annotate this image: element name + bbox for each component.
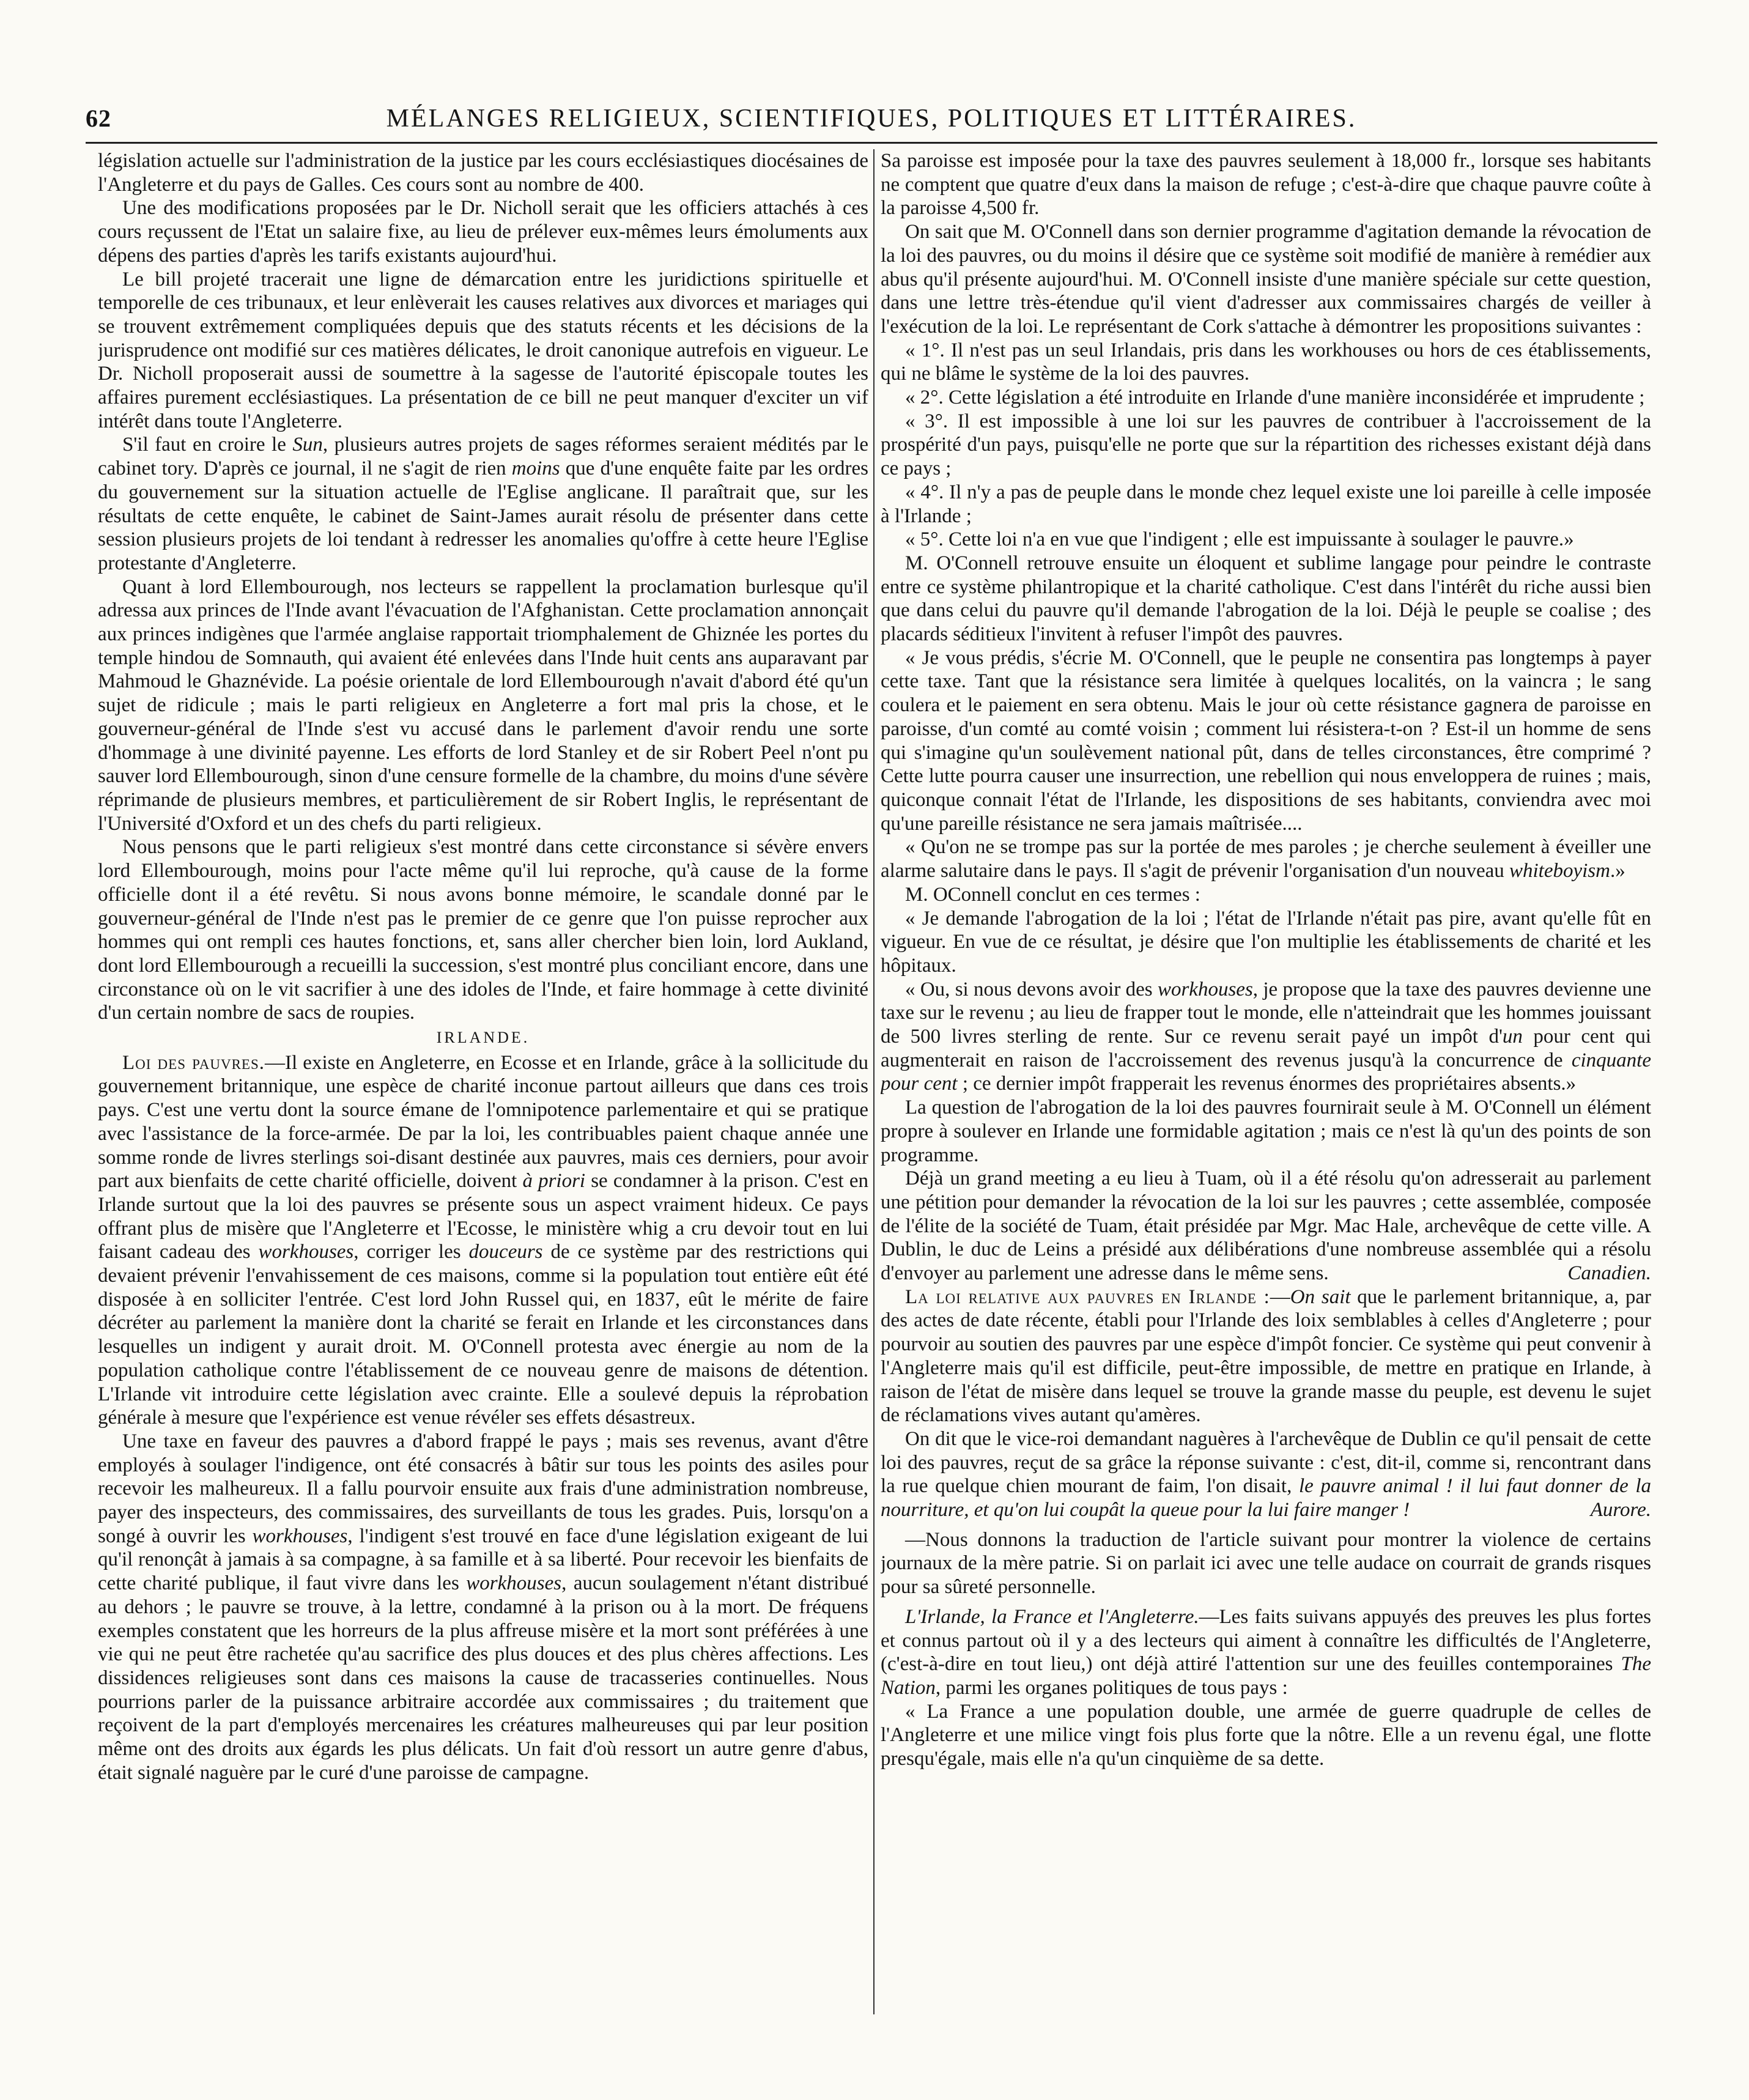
text-run: ; ce dernier impôt frapperait les revenus énormes des propriétaires absents.»	[957, 1073, 1577, 1095]
page-header	[86, 104, 1657, 144]
text-run: S'il faut en croire le	[122, 434, 293, 456]
newspaper-name: Sun	[292, 434, 323, 456]
text-run: Une taxe en faveur des pauvres a d'abord frappé le pays ; mais ses revenus, avant d'être employés à soulager l'indigence, ont été consacrés à bâtir sur tous les points des asiles pour recevoir les malheureux. Il a fallu pourvoir ensuite aux frais d'une administration nombreuse, payer des inspecteurs, des commissaires, des surveillants de tous les grades. Puis, lorsqu'on a songé à ouvrir les	[98, 1430, 868, 1547]
emphasis: douceurs	[468, 1241, 543, 1263]
header-rule	[86, 142, 1657, 144]
paragraph: —Nous donnons la traduction de l'article suivant pour montrer la violence de certains journaux de la mère patrie. Si on parlait ici avec une telle audace on courrait de grands risques pour sa sûreté personnelle.	[881, 1528, 1651, 1599]
text-run: , je propose que la taxe des pauvres devienne une taxe sur le revenu ; au lieu de frapper tout le monde, elle n'atteindrait que les hommes jouissant de 500 livres sterling de rente. Sur ce revenu serait payé un impôt d'	[881, 978, 1651, 1048]
text-run: .»	[1610, 860, 1625, 882]
page-number: 62	[86, 105, 111, 132]
emphasis: workhouses	[258, 1241, 354, 1263]
paragraph	[881, 1167, 1651, 1285]
text-run: « Ou, si nous devons avoir des	[905, 978, 1158, 1000]
quoted-answer: le pauvre animal ! il lui faut donner de la nourriture, et qu'on lui coupât la queue pour la lui faire manger !	[881, 1475, 1651, 1521]
emphasis: workhouses	[466, 1572, 562, 1595]
text-run: Déjà un grand meeting a eu lieu à Tuam, où il a été résolu qu'on adresserait au parlement une pétition pour demander la révocation de la loi sur les pauvres ; cette assemblée, composée de l'élite de la société de Tuam, était présidée par Mgr. Mac Hale, archevêque de cette ville. A Dublin, le duc de Leins a présidé aux délibérations d'une nombreuse assemblée qui a résolu d'envoyer au parlement une adresse dans le même sens.	[881, 1167, 1651, 1285]
text-run: de ce système par des restrictions qui devaient prévenir l'envahissement de ces maisons, comme si la population tout entière eût été disposée à en solliciter l'entrée. C'est lord John Russel qui, en 1837, eût le mérite de faire décréter au parlement la manière dont la charité se ferait en Irlande et les circonstances dans lesquelles un indigent y aurait droit. M. O'Connell protesta avec énergie au nom de la population catholique contre l'établissement de ce nouveau genre de maisons de détention. L'Irlande vit introduire cette législation avec crainte. Elle a soulevé depuis la réprobation générale à mesure que l'expérience est venue révéler ses effets désastreux.	[98, 1241, 868, 1429]
emphasis: cinquante pour cent	[881, 1049, 1651, 1095]
emphasis: whiteboyism	[1509, 860, 1610, 882]
paragraph	[881, 835, 1651, 882]
paragraph	[881, 1285, 1651, 1427]
quoted-proposition: « 4°. Il n'y a pas de peuple dans le monde chez lequel existe une loi pareille à celle imposée à l'Irlande ;	[881, 481, 1651, 527]
paragraph	[98, 1051, 868, 1430]
paragraph	[881, 1605, 1651, 1700]
emphasis: moins	[511, 457, 560, 480]
quoted-proposition: « 1°. Il n'est pas un seul Irlandais, pris dans les workhouses ou hors de ces établissements, qui ne blâme le système de la loi des pauvres.	[881, 339, 1651, 385]
paragraph	[98, 1430, 868, 1785]
paragraph: législation actuelle sur l'administration de la justice par les cours ecclésiastiques diocésaines de l'Angleterre et du pays de Galles. Ces cours sont au nombre de 400.	[98, 150, 868, 196]
text-run: , corriger les	[353, 1241, 469, 1263]
paragraph: « Je vous prédis, s'écrie M. O'Connell, que le peuple ne consentira pas longtemps à payer cette taxe. Tant que la résistance sera limitée à quelques localités, on la vaincra ; le sang coulera et le paiement en sera obtenu. Mais le jour où cette résistance gagnera de paroisse en paroisse, d'un comté au comté voisin ; comment lui résistera-t-on ? Est-il un homme de sens qui s'imagine qu'un soulèvement national pût, dans de telles circonstances, être comprimé ? Cette lutte pourra causer une insurrection, une rebellion qui nous enveloppera de ruines ; mais, quiconque connait l'état de l'Irlande, les dispositions de ses habitants, conviendra avec moi qu'une pareille résistance ne sera jamais maîtrisée....	[881, 646, 1651, 835]
paragraph: Le bill projeté tracerait une ligne de démarcation entre les juridictions spirituelle et temporelle de ces tribunaux, et leur enlèverait les causes relatives aux divorces et mariages qui se trouvent extrêmement compliquées depuis que des statuts récents et les décisions de la jurisprudence ont modifié sur ces matières délicates, le droit canonique autrefois en vigueur. Le Dr. Nicholl proposerait aussi de soumettre à la sagesse de l'autorité épiscopale toutes les affaires purement ecclésiastiques. La présentation de ce bill ne peut manquer d'exciter un vif intérêt dans toute l'Angleterre.	[98, 268, 868, 432]
quoted-proposition: « 2°. Cette législation a été introduite en Irlande d'une manière inconsidérée et imprudente ;	[905, 386, 1645, 409]
source-signature: Aurore.	[1590, 1499, 1651, 1521]
source-signature: Canadien.	[1567, 1262, 1651, 1285]
text-run: que d'une enquête faite par les ordres du gouvernement sur la situation actuelle de l'Eglise anglicane. Il paraîtrait que, sur les résultats de cette enquête, le cabinet de Saint-James aurait résolu de présenter dans cette session plusieurs projets de loi tendant à redresser les anomalies qu'offre à cette heure l'Eglise protestante d'Angleterre.	[98, 457, 868, 574]
text-run: , parmi les organes politiques de tous pays :	[935, 1677, 1288, 1699]
paragraph	[881, 1427, 1651, 1522]
text-run: , aucun soulagement n'étant distribué au dehors ; le pauvre se trouve, à la lettre, condamné à la prison ou à la mort. De fréquens exemples constatent que les horreurs de la plus affreuse misère et la mort sont préférées à une vie qui ne peut être rachetée qu'au sacrifice des plus douces et des plus chères affections. Les dissidences religieuses sont dans ces maisons la cause de tracasseries continuelles. Nous pourrions parler de la puissance arbitraire accordée aux commissaires ; du traitement que reçoivent de la part d'employés mercenaires les créatures malheureuses qui par leur position même ont des droits aux égards les plus délicats. Un fait d'où ressort un autre genre d'abus, était signalé naguère par le curé d'une paroisse de campagne.	[98, 1572, 868, 1784]
emphasis: à priori	[522, 1170, 586, 1192]
paragraph: « La France a une population double, une armée de guerre quadruple de celles de l'Angleterre et une milice vingt fois plus forte que la nôtre. Elle a un revenu égal, une flotte presqu'égale, mais elle n'a qu'un cinquième de sa dette.	[881, 1700, 1651, 1770]
newspaper-name: The Nation	[881, 1653, 1651, 1699]
text-run: se condamner à la prison. C'est en Irlande surtout que la loi des pauvres se présente sous un aspect vraiment hideux. Ce pays offrant plus de misère que l'Angleterre et l'Ecosse, le ministère whig a cru devoir tout en lui faisant cadeau des	[98, 1170, 868, 1263]
emphasis: workhouses	[1157, 978, 1253, 1000]
quoted-proposition: « 3°. Il est impossible à une loi sur les pauvres de contribuer à l'accroissement de la prospérité d'un pays, puisqu'elle ne porte que sur la répartition des richesses existant déjà dans ce pays ;	[881, 410, 1651, 480]
paragraph: On sait que M. O'Connell dans son dernier programme d'agitation demande la révocation de la loi des pauvres, ou du moins il désire que ce système soit modifié de manière à remédier aux abus qu'il présente aujourd'hui. M. O'Connell insiste d'une manière spéciale sur cette question, dans une lettre très-étendue qu'il vient d'adresser aux commissaires chargés de veiller à l'exécution de la loi. Le représentant de Cork s'attache à démontrer les propositions suivantes :	[881, 221, 1651, 338]
paragraph: M. OConnell conclut en ces termes :	[905, 883, 1200, 906]
publication-title: MÉLANGES RELIGIEUX, SCIENTIFIQUES, POLITIQUES ET LITTÉRAIRES.	[386, 105, 1357, 133]
article-title: L'Irlande, la France et l'Angleterre.	[905, 1605, 1199, 1628]
paragraph: Nous pensons que le parti religieux s'est montré dans cette circonstance si sévère envers lord Ellembourough, moins pour l'acte même qu'il lui reproche, qu'à cause de la forme officielle dont il a été revêtu. Si nous avons bonne mémoire, le scandale donné par le gouverneur-général de l'Inde n'est pas le premier de ce genre que l'on puisse reprocher aux hommes qui ont rempli ces hautes fonctions, et, sans aller chercher bien loin, lord Aukland, dont lord Ellembourough a recueilli la succession, s'est montré plus conciliant encore, dans une circonstance où on le vit sacrifier à une des idoles de l'Inde, et faire hommage à cette divinité d'un certain nombre de sacs de roupies.	[98, 836, 868, 1024]
paragraph	[98, 433, 868, 575]
right-column	[881, 149, 1651, 2057]
text-run: pour cent qui augmenterait en raison de l'accroissement des revenus jusqu'à la concurrence de	[881, 1026, 1651, 1071]
paragraph: Quant à lord Ellembourough, nos lecteurs se rappellent la proclamation burlesque qu'il adressa aux princes de l'Inde avant l'évacuation de l'Afghanistan. Cette proclamation annonçait aux princes indigènes que l'armée anglaise rapportait triomphalement de Ghiznée les portes du temple hindou de Somnauth, qui avaient été enlevées dans l'Inde huit cents ans auparavant par Mahmoud le Ghaznévide. La poésie orientale de lord Ellembourough n'avait d'abord été qu'un sujet de ridicule ; mais le parti religieux en Angleterre a fort mal pris la chose, et le gouverneur-général de l'Inde s'est vu accusé dans le parlement d'avoir rendu une sorte d'hommage à une divinité payenne. Les efforts de lord Stanley et de sir Robert Peel n'ont pu sauver lord Ellembourough, sinon d'une censure formelle de la chambre, du moins d'une sévère réprimande de plusieurs membres, et particulièrement de sir Robert Inglis, le représentant de l'Université d'Oxford et un des chefs du parti religieux.	[98, 575, 868, 835]
paragraph: La question de l'abrogation de la loi des pauvres fournirait seule à M. O'Connell un élément propre à soulever en Irlande une formidable agitation ; mais ce n'est là qu'un des points de son programme.	[881, 1096, 1651, 1166]
quoted-proposition: « 5°. Cette loi n'a en vue que l'indigent ; elle est impuissante à soulager le pauvre.»	[905, 528, 1574, 551]
section-heading: IRLANDE.	[436, 1029, 530, 1047]
paragraph: Sa paroisse est imposée pour la taxe des pauvres seulement à 18,000 fr., lorsque ses habitants ne comptent que quatre d'eux dans la maison de refuge ; c'est-à-dire que chaque pauvre coûte à la paroisse 4,500 fr.	[881, 150, 1651, 220]
article-lead: Loi des pauvres.	[122, 1051, 265, 1074]
emphasis: On sait	[1290, 1285, 1351, 1308]
emphasis: workhouses	[252, 1525, 348, 1547]
left-column	[98, 149, 868, 2057]
text-run: —Il existe en Angleterre, en Ecosse et en Irlande, grâce à la sollicitude du gouvernement britannique, une espèce de charité inconue partout ailleurs que dans ces trois pays. C'est une vertu dont la source émane de l'omnipotence parlementaire et qui se pratique avec l'assistance de la force-armée. De par la loi, les contribuables paient chaque année une somme ronde de livres sterlings soi-disant destinée aux pauvres, mais ces derniers, pour avoir part aux bienfaits de cette charité officielle, doivent	[98, 1051, 868, 1192]
paragraph: Une des modifications proposées par le Dr. Nicholl serait que les officiers attachés à ces cours reçussent de l'Etat un salaire fixe, au lieu de prélever eux-mêmes leurs émoluments aux dépens des parties d'après les tarifs existants aujourd'hui.	[98, 197, 868, 267]
text-run: On dit que le vice-roi demandant naguères à l'archevêque de Dublin ce qu'il pensait de cette loi des pauvres, reçut de sa grâce la réponse suivante : c'est, dit-il, comme si, rencontrant dans la rue quelque chien mourant de faim, l'on disait,	[881, 1427, 1651, 1498]
article-lead: La loi relative aux pauvres en Irlande :	[905, 1285, 1270, 1308]
paragraph	[881, 978, 1651, 1096]
text-run: « Qu'on ne se trompe pas sur la portée de mes paroles ; je cherche seulement à éveiller une alarme salutaire dans le pays. Il s'agit de prévenir l'organisation d'un nouveau	[881, 836, 1651, 882]
text-run: que le parlement britannique, a, par des actes de date récente, établi pour l'Irlande des loix semblables à celles d'Angleterre ; pour pourvoir au soutien des pauvres par une espèce d'impôt foncier. Ce système qui peut convenir à l'Angleterre mais qu'il est difficile, peut-être impossible, de mettre en pratique en Irlande, à raison de l'état de misère dans lequel se trouve la grande masse du peuple, est devenu le sujet de réclamations vives autant qu'amères.	[881, 1285, 1651, 1427]
paragraph: « Je demande l'abrogation de la loi ; l'état de l'Irlande n'était pas pire, avant qu'elle fût en vigueur. En vue de ce résultat, je désire que l'on multiplie les établissements de charité et les hôpitaux.	[881, 907, 1651, 977]
text-run: , l'indigent s'est trouvé en face d'une législation exigeant de lui qu'il renonçât à jamais à sa compagne, à sa famille et à sa liberté. Pour recevoir les bienfaits de cette charité publique, il faut vivre dans les	[98, 1525, 868, 1595]
text-run: , plusieurs autres projets de sages réformes seraient médités par le cabinet tory. D'après ce journal, il ne s'agit de rien	[98, 434, 868, 480]
paragraph: M. O'Connell retrouve ensuite un éloquent et sublime langage pour peindre le contraste entre ce système philantropique et la charité catholique. C'est dans l'intérêt du riche aussi bien que dans celui du pauvre qu'il demande l'abrogation de la loi. Déjà le peuple se coalise ; des placards séditieux l'invitent à refuser l'impôt des pauvres.	[881, 552, 1651, 646]
text-run: —	[1270, 1285, 1290, 1308]
emphasis: un	[1502, 1026, 1523, 1048]
text-run: —Les faits suivans appuyés des preuves les plus fortes et connus partout où il y a des lecteurs qui aiment à connaître les difficultés de l'Angleterre, (c'est-à-dire en tout lieu,) ont déjà attiré l'attention sur une des feuilles contemporaines	[881, 1605, 1651, 1676]
column-divider	[873, 149, 875, 2014]
